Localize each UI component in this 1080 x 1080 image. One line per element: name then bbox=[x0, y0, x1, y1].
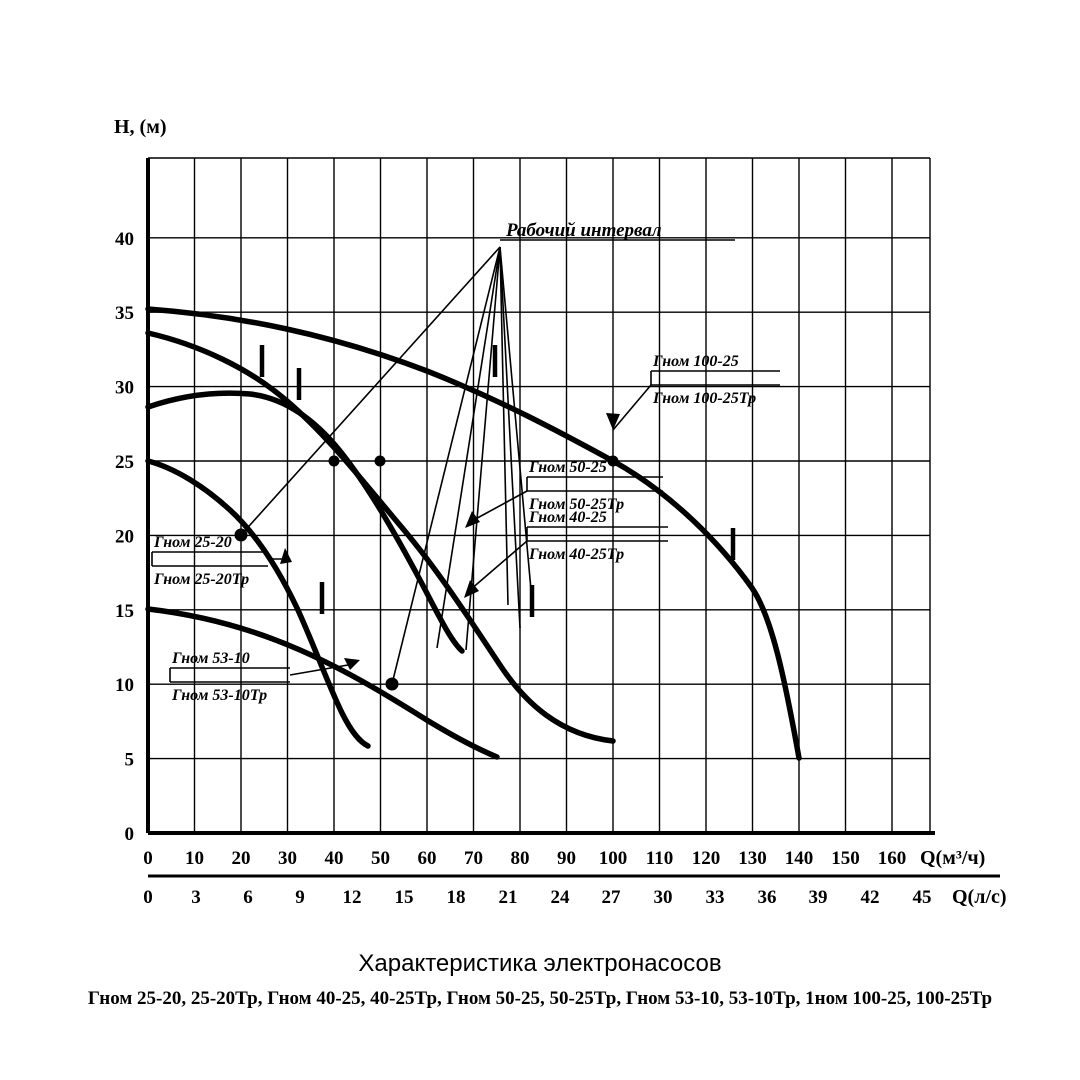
svg-text:12: 12 bbox=[342, 887, 362, 908]
arrow-gnom-25-20 bbox=[280, 548, 292, 564]
svg-text:0: 0 bbox=[143, 848, 153, 869]
svg-text:130: 130 bbox=[738, 848, 767, 869]
svg-text:45: 45 bbox=[912, 887, 932, 908]
svg-text:20: 20 bbox=[115, 526, 134, 548]
svg-text:36: 36 bbox=[757, 887, 777, 908]
x-axis-tick-labels-ls bbox=[143, 887, 931, 908]
arrow-gnom-100-25 bbox=[606, 413, 620, 430]
x-axis-title-m3h: Q(м³/ч) bbox=[920, 847, 986, 869]
svg-text:30: 30 bbox=[278, 848, 297, 869]
svg-text:60: 60 bbox=[417, 848, 437, 869]
svg-text:70: 70 bbox=[464, 848, 483, 869]
svg-text:110: 110 bbox=[645, 848, 674, 869]
svg-text:140: 140 bbox=[784, 848, 814, 869]
svg-text:40: 40 bbox=[115, 228, 134, 250]
work-interval-label: Рабочий интервал bbox=[506, 220, 662, 241]
svg-text:0: 0 bbox=[143, 887, 153, 908]
callout-gnom-25-20-line1: Гном 25-20 bbox=[154, 534, 232, 551]
svg-text:20: 20 bbox=[231, 848, 251, 869]
svg-text:24: 24 bbox=[550, 887, 570, 908]
svg-text:15: 15 bbox=[115, 600, 134, 622]
y-axis-tick-labels bbox=[115, 229, 134, 845]
callout-gnom-100-25-line2: Гном 100-25Тр bbox=[653, 390, 757, 407]
chart-caption-subtitle: Гном 25-20, 25-20Тр, Гном 40-25, 40-25Тр, Гном 50-25, 50-25Тр, Гном 53-10, 53-10Тр, 1ном 100-25, 100-25Тр bbox=[87, 988, 993, 1009]
svg-text:9: 9 bbox=[295, 887, 305, 908]
svg-text:6: 6 bbox=[243, 887, 253, 908]
chart-caption-title: Характеристика электронасосов bbox=[358, 950, 722, 977]
svg-text:120: 120 bbox=[691, 848, 721, 869]
svg-text:5: 5 bbox=[124, 749, 134, 771]
svg-text:25: 25 bbox=[115, 452, 134, 473]
svg-text:30: 30 bbox=[653, 887, 673, 908]
svg-text:42: 42 bbox=[860, 887, 880, 908]
svg-text:150: 150 bbox=[831, 848, 860, 869]
svg-text:160: 160 bbox=[877, 848, 907, 869]
svg-text:35: 35 bbox=[115, 303, 134, 325]
callout-gnom-25-20-line2: Гном 25-20Тр bbox=[154, 571, 250, 588]
svg-text:39: 39 bbox=[808, 887, 828, 908]
svg-text:27: 27 bbox=[601, 887, 621, 908]
work-interval-leaders bbox=[241, 240, 735, 684]
svg-text:40: 40 bbox=[324, 848, 344, 869]
arrow-gnom-53-10 bbox=[344, 658, 360, 670]
svg-text:80: 80 bbox=[510, 848, 530, 869]
callout-gnom-100-25-line1: Гном 100-25 bbox=[653, 353, 739, 370]
x-axis-title-ls: Q(л/с) bbox=[952, 886, 1007, 908]
svg-text:21: 21 bbox=[498, 887, 518, 908]
x-axis-tick-labels-m3h bbox=[143, 848, 906, 869]
callout-gnom-40-25-line2: Гном 40-25Тр bbox=[529, 546, 625, 563]
svg-text:50: 50 bbox=[371, 848, 390, 869]
callout-gnom-53-10-line1: Гном 53-10 bbox=[172, 650, 250, 667]
svg-text:0: 0 bbox=[124, 824, 134, 845]
arrow-gnom-40-25 bbox=[464, 580, 479, 598]
callout-gnom-50-25-line1: Гном 50-25 bbox=[529, 459, 607, 476]
svg-text:15: 15 bbox=[394, 887, 414, 908]
svg-text:18: 18 bbox=[446, 887, 466, 908]
svg-text:90: 90 bbox=[557, 848, 576, 869]
y-axis-title: H, (м) bbox=[114, 116, 167, 138]
svg-text:33: 33 bbox=[705, 887, 725, 908]
callout-gnom-50-25-line2: Гном 50-25Тр bbox=[529, 496, 625, 513]
callout-gnom-40-25-line1: Гном 40-25 bbox=[529, 509, 607, 526]
svg-text:100: 100 bbox=[598, 848, 628, 869]
callout-gnom-53-10-line2: Гном 53-10Тр bbox=[172, 687, 268, 704]
svg-text:3: 3 bbox=[191, 887, 201, 908]
svg-text:30: 30 bbox=[115, 377, 134, 399]
svg-text:10: 10 bbox=[115, 675, 134, 697]
svg-text:10: 10 bbox=[185, 848, 204, 869]
